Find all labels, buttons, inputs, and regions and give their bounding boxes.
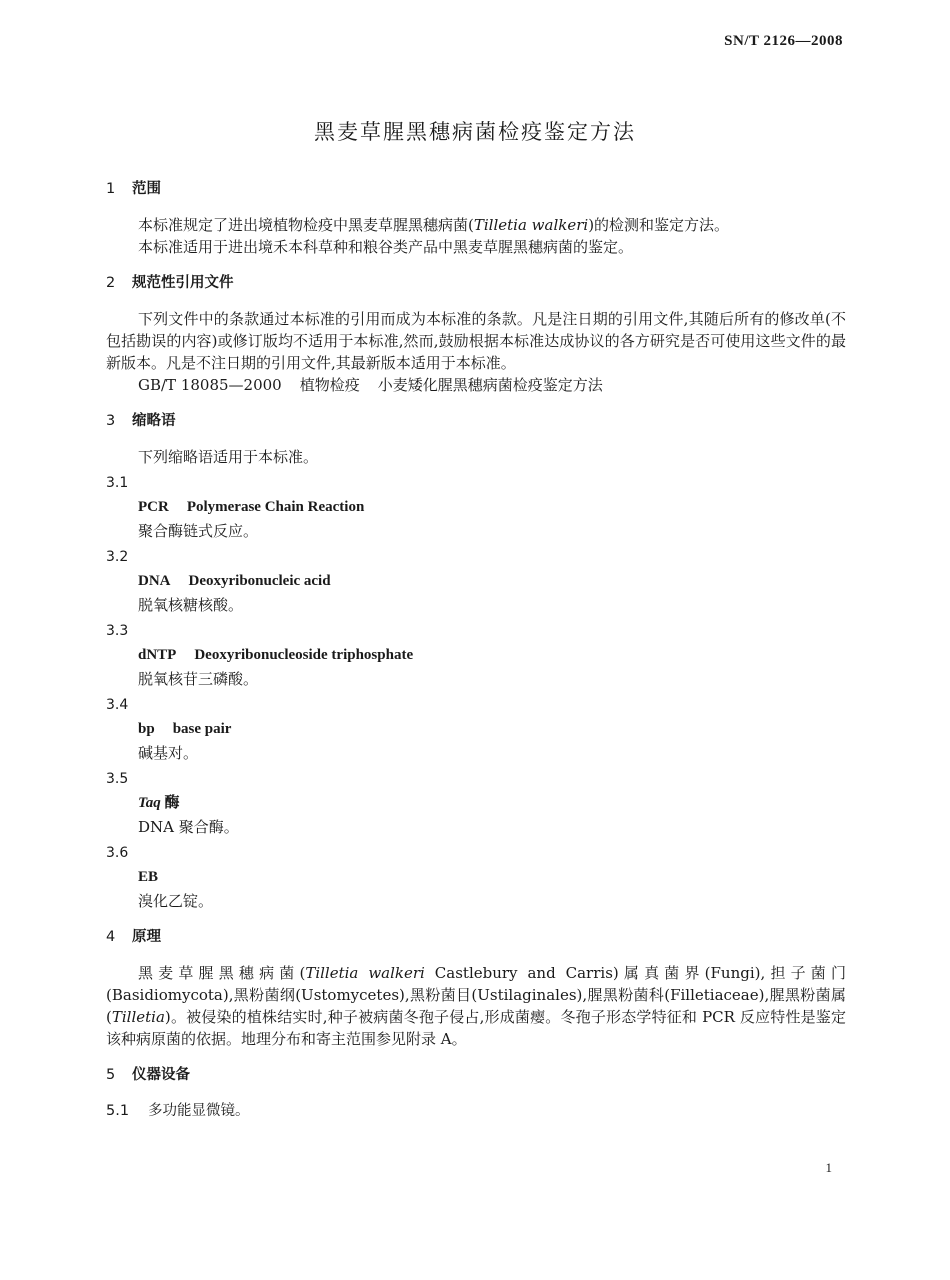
term-label xyxy=(106,866,846,888)
term-full: 酶 xyxy=(164,795,180,811)
text-run: )的检测和鉴定方法。 xyxy=(588,216,730,234)
term-definition: 脱氧核苷三磷酸。 xyxy=(138,670,259,688)
term-number: 3.3 xyxy=(106,623,129,639)
term-entry xyxy=(106,546,846,616)
section-number: 1 xyxy=(106,181,116,197)
document-title: 黑麦草腥黑穗病菌检疫鉴定方法 xyxy=(314,120,636,144)
paragraph xyxy=(106,214,846,236)
section-heading xyxy=(106,926,846,948)
term-abbr: dNTP xyxy=(138,647,177,663)
section-scope xyxy=(106,178,846,258)
species-name: Tilletia walkeri xyxy=(473,216,589,234)
term-abbr: EB xyxy=(138,869,159,885)
page-number: 1 xyxy=(825,1160,832,1175)
equipment-item xyxy=(106,1100,846,1122)
term-definition: 碱基对。 xyxy=(138,744,199,762)
text-run: 本标准规定了进出境植物检疫中黑麦草腥黑穗病菌( xyxy=(138,216,474,234)
term-entry xyxy=(106,472,846,542)
section-heading xyxy=(106,272,846,294)
text-run: )。被侵染的植株结实时,种子被病菌冬孢子侵占,形成菌瘿。冬孢子形态学特征和 PCR 反应特性是鉴定该种病原菌的依据。地理分布和寄主范围参见附录 A。 xyxy=(106,1008,846,1048)
term-label xyxy=(106,496,846,518)
reference-text: 小麦矮化腥黑穗病菌检疫鉴定方法 xyxy=(377,376,603,394)
section-number: 4 xyxy=(106,929,116,945)
section-heading xyxy=(106,410,846,432)
text-run: Castlebury and Carris)属真菌界(Fungi),担子菌门(Basidiomycota),黑粉菌纲(Ustomycetes),黑粉菌目(Ustilaginales),腥黑粉菌科(Filletiaceae),腥黑粉菌属( xyxy=(106,964,846,1026)
section-equipment xyxy=(106,1064,846,1122)
term-entry xyxy=(106,842,846,912)
term-number: 3.2 xyxy=(106,549,129,565)
term-label xyxy=(106,718,846,740)
text-run: 黑麦草腥黑穗病菌( xyxy=(138,964,306,982)
term-abbr: bp xyxy=(138,721,155,737)
term-abbr: Taq xyxy=(138,795,161,811)
item-number: 5.1 xyxy=(106,1103,130,1119)
term-full: Deoxyribonucleic acid xyxy=(188,573,331,589)
item-text: 多功能显微镜。 xyxy=(148,1103,250,1119)
section-heading xyxy=(106,178,846,200)
term-number: 3.4 xyxy=(106,697,129,713)
section-abbreviations xyxy=(106,410,846,912)
term-number: 3.6 xyxy=(106,845,129,861)
term-entry xyxy=(106,768,846,838)
paragraph: 下列文件中的条款通过本标准的引用而成为本标准的条款。凡是注日期的引用文件,其随后所有的修改单(不包括勘误的内容)或修订版均不适用于本标准,然而,鼓励根据本标准达成协议的各方研究是否可使用这些文件的最新版本。凡是不注日期的引用文件,其最新版本适用于本标准。 xyxy=(106,310,846,372)
standard-code: SN/T 2126—2008 xyxy=(724,33,843,49)
term-abbr: PCR xyxy=(138,499,169,515)
section-principle xyxy=(106,926,846,1050)
paragraph xyxy=(106,962,846,1050)
term-number: 3.5 xyxy=(106,771,129,787)
section-title: 仪器设备 xyxy=(132,1067,190,1083)
term-label xyxy=(106,644,846,666)
term-label xyxy=(106,570,846,592)
term-definition: 聚合酶链式反应。 xyxy=(138,522,259,540)
term-number: 3.1 xyxy=(106,475,129,491)
section-title: 原理 xyxy=(132,929,161,945)
species-name: Tilletia walkeri xyxy=(305,964,425,982)
section-number: 2 xyxy=(106,275,116,291)
section-title: 范围 xyxy=(132,181,161,197)
term-abbr: DNA xyxy=(138,573,171,589)
paragraph: 下列缩略语适用于本标准。 xyxy=(138,448,319,466)
section-title: 缩略语 xyxy=(132,413,176,429)
term-full: Polymerase Chain Reaction xyxy=(186,499,365,515)
section-heading xyxy=(106,1064,846,1086)
reference-code: GB/T 18085—2000 xyxy=(138,376,282,394)
section-number: 5 xyxy=(106,1067,116,1083)
term-definition: 脱氧核糖核酸。 xyxy=(138,596,244,614)
term-definition: DNA 聚合酶。 xyxy=(138,818,239,836)
term-label xyxy=(106,792,846,814)
term-entry xyxy=(106,620,846,690)
reference-entry xyxy=(106,374,846,396)
term-full: base pair xyxy=(172,721,232,737)
section-number: 3 xyxy=(106,413,116,429)
reference-text: 植物检疫 xyxy=(299,376,360,394)
term-definition: 溴化乙锭。 xyxy=(138,892,214,910)
term-full: Deoxyribonucleoside triphosphate xyxy=(194,647,414,663)
section-title: 规范性引用文件 xyxy=(132,275,234,291)
paragraph: 本标准适用于进出境禾本科草种和粮谷类产品中黑麦草腥黑穗病菌的鉴定。 xyxy=(138,238,634,256)
document-body xyxy=(106,178,846,1136)
section-normative-references xyxy=(106,272,846,396)
genus-name: Tilletia xyxy=(111,1008,165,1026)
term-entry xyxy=(106,694,846,764)
